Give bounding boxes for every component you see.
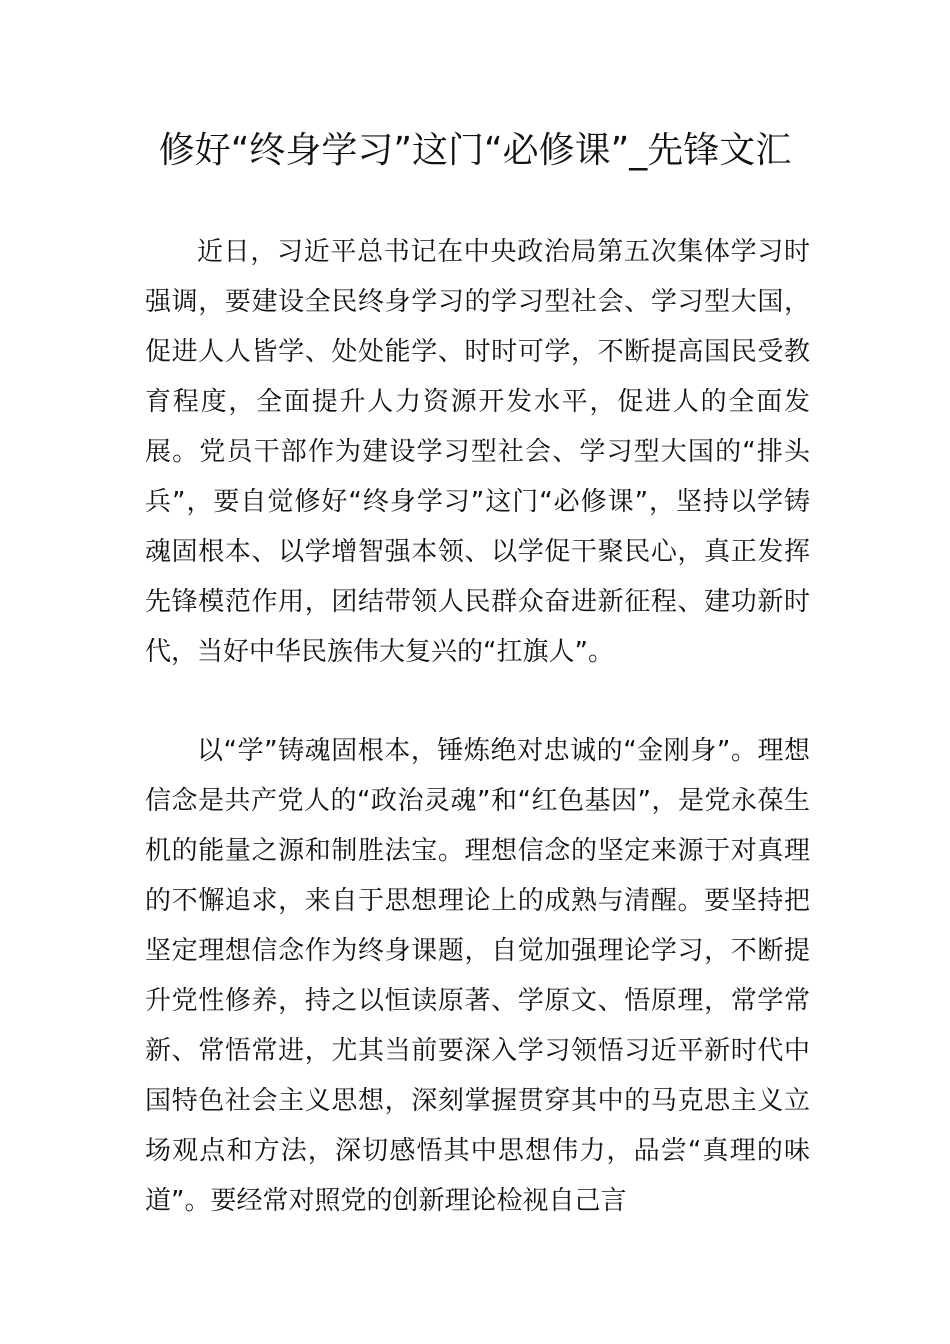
document-title: 修好“终身学习”这门“必修课”_先锋文汇: [158, 130, 792, 171]
paragraph-1: 近日，习近平总书记在中央政治局第五次集体学习时强调，要建设全民终身学习的学习型社会、学习型大国，促进人人皆学、处处能学、时时可学，不断提高国民受教育程度，全面提升人力资源开发水平，促进人的全面发展。党员干部作为建设学习型社会、学习型大国的“排头兵”，要自觉修好“终身学习”这门“必修课”，坚持以学铸魂固根本、以学增智强本领、以学促干聚民心，真正发挥先锋模范作用，团结带领人民群众奋进新征程、建功新时代，当好中华民族伟大复兴的“扛旗人”。: [145, 237, 810, 667]
paragraph-2: 以“学”铸魂固根本，锤炼绝对忠诚的“金刚身”。理想信念是共产党人的“政治灵魂”和“红色基因”，是党永葆生机的能量之源和制胜法宝。理想信念的坚定来源于对真理的不懈追求，来自于思想理论上的成熟与清醒。要坚持把坚定理想信念作为终身课题，自觉加强理论学习，不断提升党性修养，持之以恒读原著、学原文、悟原理，常学常新、常悟常进，尤其当前要深入学习领悟习近平新时代中国特色社会主义思想，深刻掌握贯穿其中的马克思主义立场观点和方法，深切感悟其中思想伟力，品尝“真理的味道”。要经常对照党的创新理论检视自己言: [145, 736, 810, 1216]
